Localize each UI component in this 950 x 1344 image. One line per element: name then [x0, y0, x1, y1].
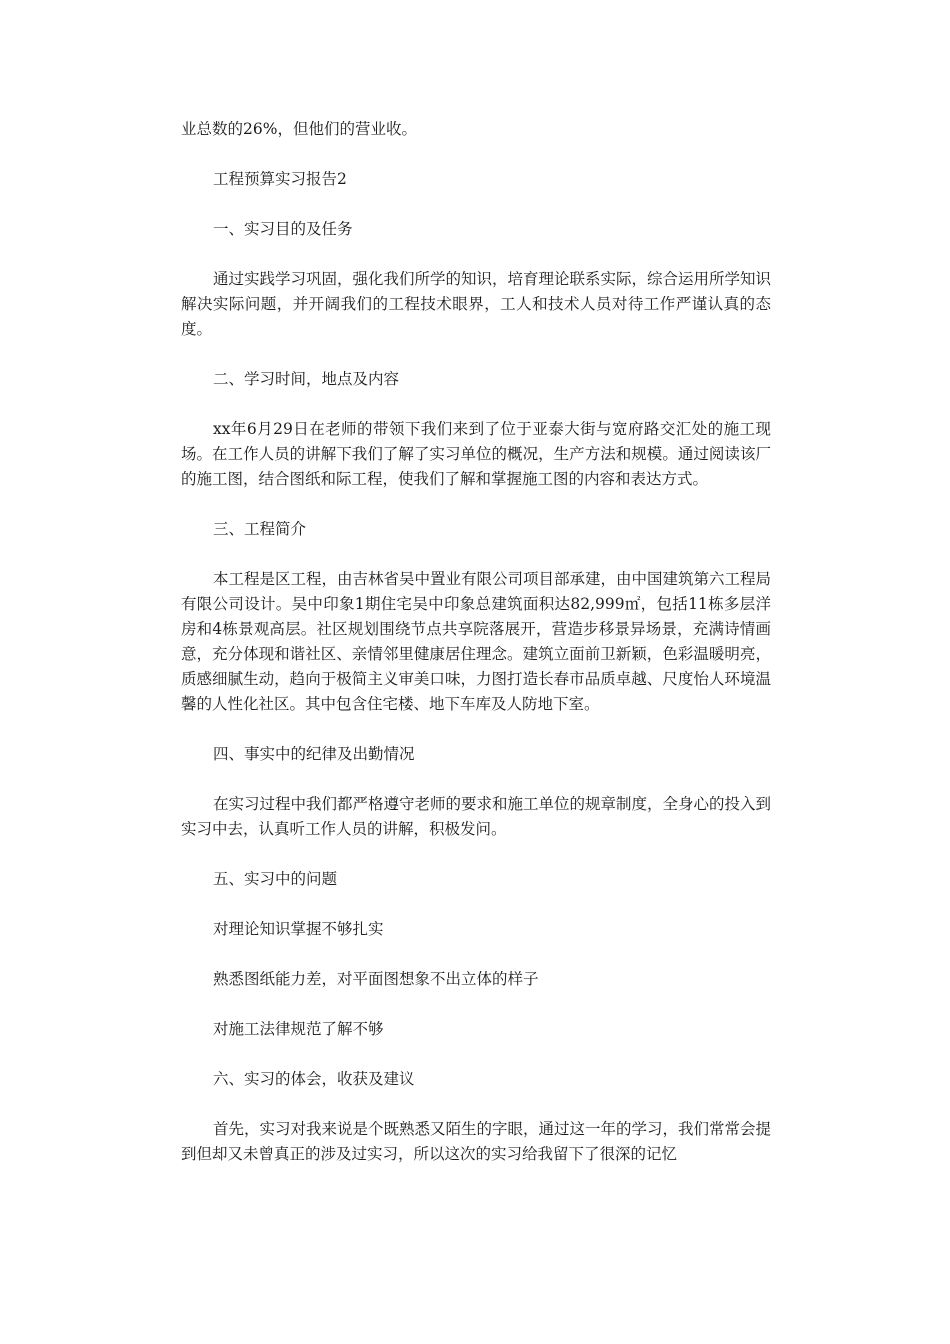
section-body-purpose: 通过实践学习巩固，强化我们所学的知识，培育理论联系实际，综合运用所学知识解决实际问题，并开阔我们的工程技术眼界，工人和技术人员对待工作严谨认真的态度。	[181, 270, 772, 338]
section-heading-time-place: 二、学习时间，地点及内容	[213, 370, 400, 388]
continuation-paragraph: 业总数的26%，但他们的营业收。	[181, 120, 417, 138]
section-heading-discipline: 四、事实中的纪律及出勤情况	[213, 745, 415, 763]
problem-item: 熟悉图纸能力差，对平面图想象不出立体的样子	[213, 970, 539, 988]
problem-item: 对理论知识掌握不够扎实	[213, 920, 384, 938]
section-body-project-intro: 本工程是区工程，由吉林省吴中置业有限公司项目部承建，由中国建筑第六工程局有限公司设计。吴中印象1期住宅吴中印象总建筑面积达82,999㎡，包括11栋多层洋房和4栋景观高层。社区规划围绕节点共享院落展开，营造步移景异场景，充满诗情画意，充分体现和谐社区、亲情邻里健康居住理念。建筑立面前卫新颖，色彩温暖明亮，质感细腻生动，趋向于极简主义审美口味，力图打造长春市品质卓越、尺度怡人环境温馨的人性化社区。其中包含住宅楼、地下车库及人防地下室。	[181, 570, 772, 713]
document-page	[181, 117, 771, 1167]
section-body-discipline: 在实习过程中我们都严格遵守老师的要求和施工单位的规章制度，全身心的投入到实习中去，认真听工作人员的讲解，积极发问。	[181, 795, 772, 838]
section-body-time-place: xx年6月29日在老师的带领下我们来到了位于亚泰大街与宽府路交汇处的施工现场。在工作人员的讲解下我们了解了实习单位的概况，生产方法和规模。通过阅读该厂的施工图，结合图纸和际工程，使我们了解和掌握施工图的内容和表达方式。	[181, 420, 771, 488]
section-heading-reflection: 六、实习的体会，收获及建议	[213, 1070, 415, 1088]
report-title: 工程预算实习报告2	[213, 170, 347, 188]
section-heading-purpose: 一、实习目的及任务	[213, 220, 353, 238]
section-heading-problems: 五、实习中的问题	[213, 870, 338, 888]
section-body-reflection: 首先，实习对我来说是个既熟悉又陌生的字眼，通过这一年的学习，我们常常会提到但却又未曾真正的涉及过实习，所以这次的实习给我留下了很深的记忆	[181, 1120, 772, 1163]
problem-item: 对施工法律规范了解不够	[213, 1020, 384, 1038]
section-heading-project-intro: 三、工程简介	[213, 520, 307, 538]
